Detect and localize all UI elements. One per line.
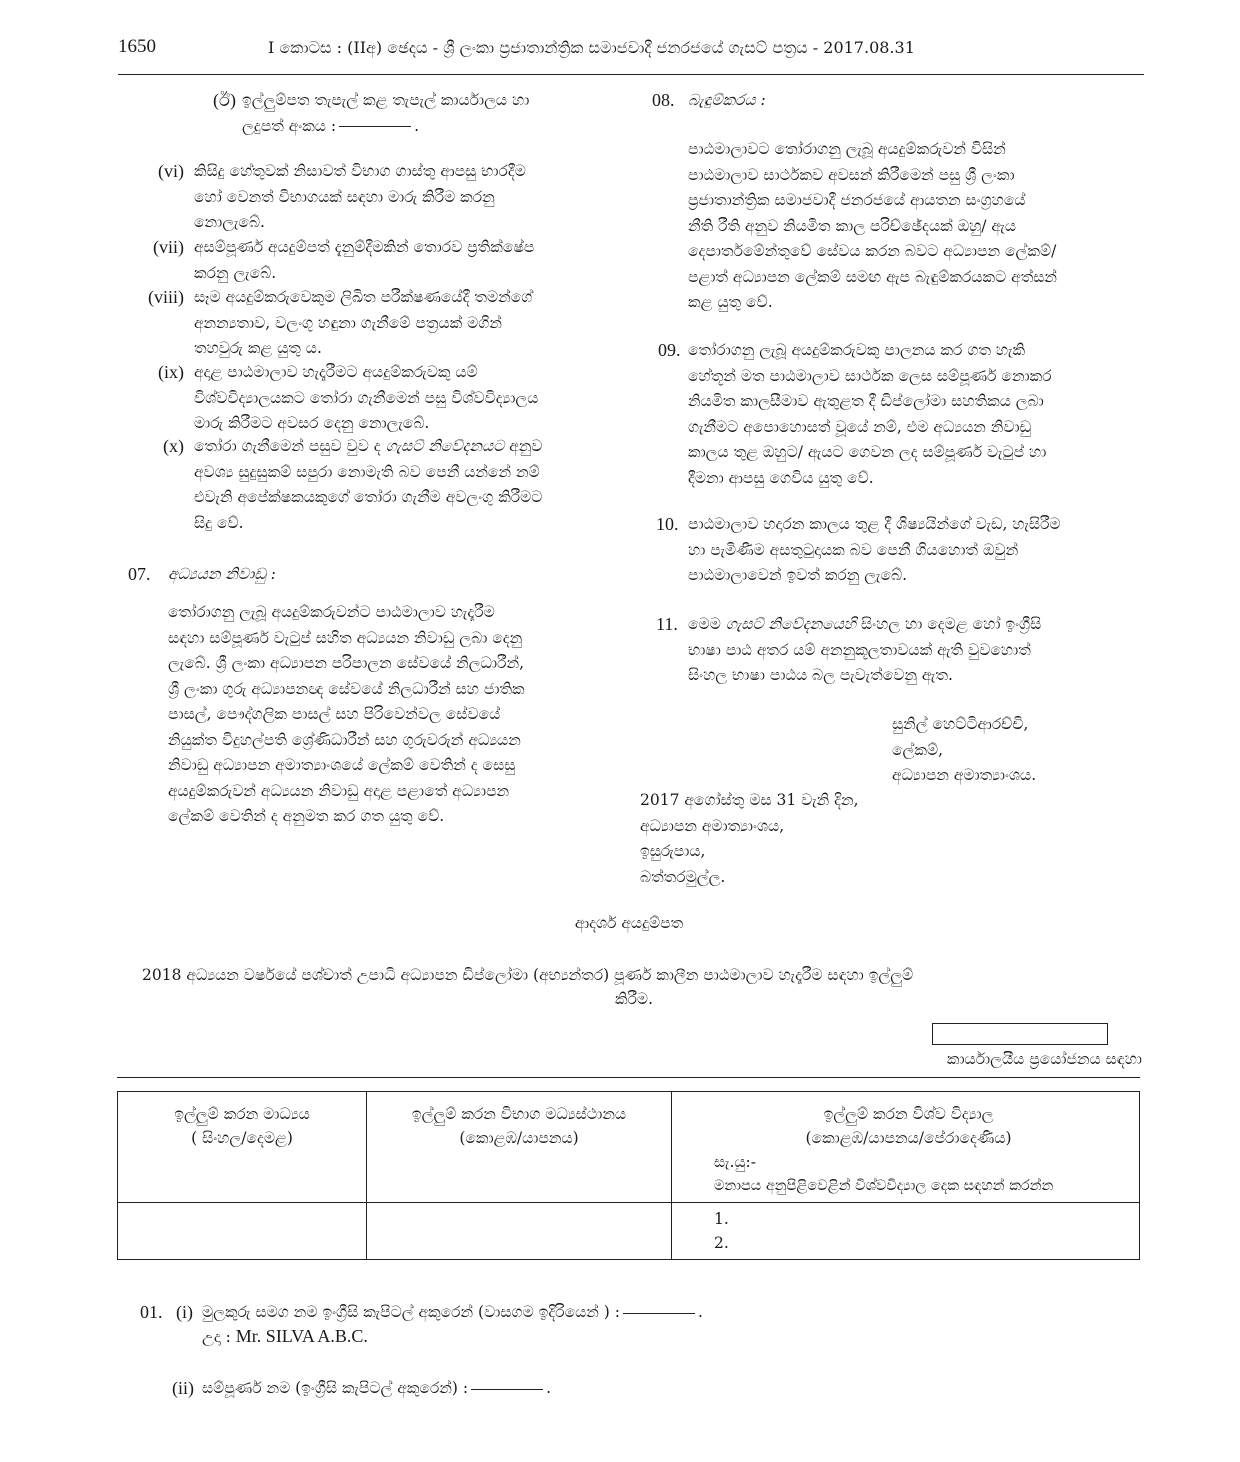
item-line: අනන්‍යතාව, වලංගු හඳුනා ගැනීමේ පත්‍රයක් මගින්: [194, 313, 502, 332]
note-text: මනාපය අනුපිළිවෙළින් විශ්වවිද්‍යාල දෙක සඳහන් කරන්න: [714, 1178, 1054, 1194]
paragraph-line: නිවාඩු අධ්‍යාපන අමාත්‍යාංශයේ ලේකම් වෙතින් ද සෙසු: [168, 756, 516, 774]
paragraph-line: තෝරාගනු ලැබූ අයදුම්කරුවකු පාලනය කර ගත හැකි: [688, 341, 1026, 359]
question-text: මුලකුරු සමග නම ඉංග්‍රීසි කැපිටල් අකුරෙන් (වාසගම ඉදිරියෙන් ) :: [202, 1303, 621, 1321]
university-options: (කොළඹ/යාපනය/පේරාදෙණිය): [805, 1129, 1012, 1147]
section-heading: අධ්‍යයන නිවාඩු :: [168, 565, 276, 583]
item-number: (ඊ): [212, 90, 236, 110]
university-choice-1[interactable]: 1.: [714, 1210, 729, 1228]
item-line: අදාළ පාඨමාලාව හැදෑරීමට අයදුම්කරුවකු යම්: [194, 363, 478, 381]
question-text: සම්පූර්ණ නම (ඉංග්‍රීසි කැපිටල් අකුරෙන්) :: [202, 1379, 469, 1397]
question-number: 01.: [140, 1302, 163, 1322]
application-table: [117, 1091, 1140, 1260]
paragraph-line: සිංහල හා දෙමළ හෝ ඉංග්‍රීසි: [856, 615, 1042, 633]
date-line: 2017 අගෝස්තු මස 31 වැනි දින,: [640, 791, 859, 809]
item-line: තෝරා ගැනීමෙන් පසුව වුව ද: [194, 437, 386, 455]
blank-line: [339, 126, 411, 127]
place-line: ඉසුරුපාය,: [640, 842, 706, 860]
paragraph-line: දෙපාර්තමේන්තුවේ සේවය කරන බවට අධ්‍යාපන ලේකම්/: [688, 242, 1057, 260]
paragraph-line: සඳහා සම්පූර්ණ වැටුප් සහිත අධ්‍යයන නිවාඩු ලබා දෙනු: [168, 628, 523, 647]
item-line: හෝ වෙනත් විභාගයක් සඳහා මාරු කිරීම කරනු: [194, 187, 495, 206]
signatory-name: සුනිල් හෙට්ටිආරච්චි,: [892, 715, 1029, 733]
item-line: එවැනි අපේක්ෂකයකුගේ තෝරා ගැනීම අවලංගු කිරීමට: [194, 488, 543, 506]
example-label: උදා :: [202, 1328, 236, 1346]
paragraph-line: පාසල්, පෞද්ගලික පාසල් සහ පිරිවෙන්වල සේවයේ: [168, 705, 501, 723]
paragraph-line: පාඨමාලාවෙන් ඉවත් කරනු ලැබේ.: [688, 566, 908, 584]
question-sub-number: (i): [176, 1302, 193, 1322]
paragraph-line: පළාත් අධ්‍යාපන ලේකම් සමඟ ඇප බැඳුම්කරයකට අත්සන්: [688, 267, 1058, 286]
section-number: 11.: [656, 614, 678, 634]
item-line: අසම්පූර්ණ අයදුම්පත් දැනුම්දීමකින් තොරව ප්‍රතික්ෂේප: [194, 238, 535, 256]
paragraph-line: නීති රීති අනුව නියමිත කාල පරිච්ඡේදයක් ඔහු/ ඇය: [688, 216, 1017, 235]
item-line: සිදු වේ.: [194, 513, 244, 532]
gazette-notice-term: ගැසට් නිවේදනයට: [385, 437, 505, 455]
paragraph-line: ශ්‍රී ලංකා ගුරු අධ්‍යාපනඥ සේවයේ නිලධාරීන් සහ ජාතික: [168, 679, 525, 698]
item-number: (viii): [148, 287, 184, 307]
paragraph-line: ලේකම් වෙතින් ද අනුමත කර ගත යුතු වේ.: [168, 807, 445, 825]
paragraph-line: සිංහල භාෂා පාඨය බල පැවැත්වෙනු ඇත.: [688, 666, 953, 684]
date-place-block: [640, 788, 940, 890]
section-number: 10.: [656, 514, 679, 534]
signature-block: [892, 712, 1142, 789]
item-line: සෑම අයදුම්කරුවෙකුම ලිඛිත පරීක්ෂණයේදී තමන්ගේ: [194, 288, 533, 306]
item-line: අනුව: [504, 437, 543, 455]
section-number: 08.: [652, 90, 675, 110]
place-line: බත්තරමුල්ල.: [640, 867, 726, 886]
section-number: 09.: [658, 340, 681, 360]
paragraph-line: දීමනා ආපසු ගෙවිය යුතු වේ.: [688, 468, 874, 487]
page-number: 1650: [118, 36, 156, 57]
item-line: කරනු ලැබේ.: [194, 263, 277, 282]
medium-input-cell[interactable]: [118, 1203, 367, 1260]
centre-input-cell[interactable]: [367, 1203, 672, 1260]
university-header-cell: [672, 1092, 1140, 1203]
medium-label: ඉල්ලුම් කරන මාධ්‍යය: [174, 1105, 310, 1123]
running-title: I කොටස : (IIඅ) ඡෙදය - ශ්‍රී ලංකා ප්‍රජාතාන්ත්‍රික සමාජවාදී ජනරජයේ ගැසට් පත්‍රය - 2017.08.31: [268, 38, 915, 57]
item-line: මාරු කිරීමට අවසර දෙනු නොලැබේ.: [194, 414, 430, 432]
paragraph-line: ගැනීමට අපොහොසත් වූයේ නම්, එම අධ්‍යයන නිවාඩු: [688, 417, 1032, 436]
item-line: නොලැබේ.: [194, 213, 265, 231]
item-line: ඉල්ලුම්පත තැපැල් කළ තැපැල් කාර්යාලය හා: [242, 91, 530, 109]
item-line: කිසිදු හේතුවක් නිසාවත් විභාග ගාස්තු ආපසු භාරදීම: [194, 162, 526, 180]
form-subtitle: 2018 අධ්‍යයන වර්ෂයේ පශ්චාත් උපාධි අධ්‍යාපන ඩිප්ලෝමා (අභ්‍යන්තර) පූර්ණ කාලීන පාඨමාලාව හැදෑරීම සඳහා ඉල්ලුම්: [142, 966, 914, 984]
place-line: අධ්‍යාපන අමාත්‍යාංශය,: [640, 816, 785, 835]
centre-header-cell: [367, 1092, 672, 1203]
paragraph-line: පාඨමාලාව සාර්ථකව අවසන් කිරීමෙන් පසු ශ්‍රී ලංකා: [688, 165, 1015, 184]
medium-header-cell: [118, 1092, 367, 1203]
item-line: තහවුරු කළ යුතු ය.: [194, 339, 322, 357]
item-number: (vi): [158, 161, 184, 181]
item-line: විශ්වවිද්‍යාලයකට තෝරා ගැනීමෙන් පසු විශ්වවිද්‍යාලය: [194, 388, 539, 407]
form-subtitle-cont: කිරීම.: [614, 990, 654, 1008]
paragraph-line: පාඨමාලාවට තෝරාගනු ලැබූ අයදුම්කරුවන් විසින්: [688, 140, 1006, 158]
gazette-notice-term: ගැසට් නිවේදනයෙහි: [725, 615, 857, 633]
university-label: ඉල්ලුම් කරන විශ්ව විද්‍යාල: [823, 1105, 994, 1123]
example-value: Mr. SILVA A.B.C.: [235, 1326, 368, 1346]
item-number: (vii): [153, 237, 184, 257]
item-line: ලදුපත් අංකය :: [242, 116, 337, 135]
paragraph-line: කළ යුතු වේ.: [688, 293, 773, 311]
section-heading: බැඳුම්කරය :: [688, 91, 766, 109]
paragraph-line: නියමිත කාලසීමාව ඇතුළත දී ඩිප්ලෝමා සහතිකය ලබා: [688, 392, 1044, 410]
answer-blank-full-name[interactable]: [471, 1389, 543, 1390]
office-use-box: [932, 1023, 1108, 1045]
centre-options: (කොළඹ/යාපනය): [459, 1129, 579, 1147]
paragraph-line: ලැබේ. ශ්‍රී ලංකා අධ්‍යාපන පරිපාලන සේවයේ නිලධාරීන්,: [168, 654, 525, 672]
office-use-label: කාර්යාලයීය ප්‍රයෝජනය සඳහා: [946, 1050, 1142, 1068]
item-number: (x): [163, 436, 184, 456]
form-title: ආදර්ශ අයදුම්පත: [574, 914, 684, 932]
section-number: 07.: [128, 564, 151, 584]
paragraph-line: හා පැමිණීම අසතුටුදායක බව පෙනී ගියහොත් ඔවුන්: [688, 540, 1019, 559]
item-line: අවශ්‍ය සුදුසුකම් සපුරා නොමැති බව පෙනී යන්නේ නම්: [194, 462, 540, 481]
university-choice-2[interactable]: 2.: [714, 1234, 729, 1252]
paragraph-line: කාලය තුළ ඔහුට/ ඇයට ගෙවන ලද සම්පූර්ණ වැටුප් හා: [688, 443, 1047, 461]
paragraph-line: මෙම: [688, 615, 726, 633]
item-number: (ix): [158, 362, 184, 382]
paragraph-line: භාෂා පාඨ අතර යම් අනනුකූලතාවයක් ඇති වුවහොත්: [688, 640, 1031, 659]
question-sub-number: (ii): [172, 1378, 194, 1398]
paragraph-line: හේතූන් මත පාඨමාලාව සාර්ථක ලෙස සම්පූර්ණ නොකර: [688, 366, 1052, 385]
signatory-ministry: අධ්‍යාපන අමාත්‍යාංශය.: [892, 766, 1037, 784]
page-header: [118, 36, 1144, 75]
centre-label: ඉල්ලුම් කරන විභාග මධ්‍යස්ථානය: [411, 1105, 627, 1123]
paragraph-line: නියුක්ත විදුහල්පති ශ්‍රේණිධාරීන් සහ ගුරුවරුන් අධ්‍යයන: [168, 730, 521, 749]
medium-options: ( සිංහල/දෙමළ): [191, 1129, 293, 1147]
note-label: සැ.යු:-: [714, 1153, 757, 1171]
answer-blank-initials-name[interactable]: [623, 1313, 695, 1314]
paragraph-line: අයදුම්කරුවන් අධ්‍යයන නිවාඩු අදාළ පළාතේ අධ්‍යාපන: [168, 781, 510, 800]
signatory-title: ලේකම්,: [892, 740, 944, 759]
university-input-cell[interactable]: [672, 1203, 1140, 1260]
paragraph-line: පාඨමාලාව හදාරන කාලය තුළ දී ශිෂ්‍යයින්ගේ වැඩ, හැසිරීම: [688, 515, 1061, 533]
paragraph-line: තෝරාගනු ලැබූ අයදුම්කරුවන්ට පාඨමාලාව හැදෑරීම: [168, 603, 495, 621]
paragraph-line: ප්‍රජාතාන්ත්‍රික සමාජවාදී ජනරජයේ ආයතන සංග්‍රහයේ: [688, 191, 1026, 209]
divider: [117, 1077, 1140, 1078]
